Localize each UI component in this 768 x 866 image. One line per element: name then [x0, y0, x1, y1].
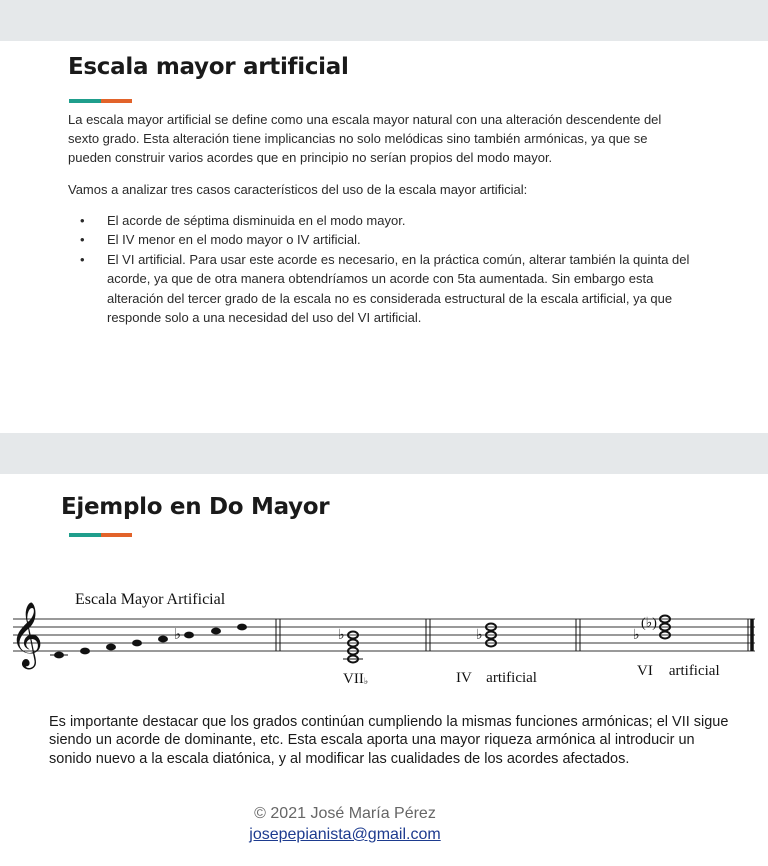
- chord-label-vii: VII♭: [343, 671, 369, 685]
- svg-text:♭: ♭: [633, 628, 640, 643]
- top-band: [0, 0, 768, 41]
- chord-label-iv: IV artificial: [456, 670, 537, 685]
- svg-text:♭: ♭: [174, 627, 182, 643]
- bullet-list: [68, 211, 698, 327]
- section-title: Escala mayor artificial: [68, 54, 349, 80]
- section-title: Ejemplo en Do Mayor: [61, 494, 330, 520]
- scale-notes: [50, 624, 247, 659]
- chord-label-vi: VI artificial: [637, 663, 720, 679]
- bullet-icon: •: [80, 232, 85, 248]
- section-divider-band: [0, 433, 768, 474]
- lead-paragraph: Vamos a analizar tres casos característicos del uso de la escala mayor artificial:: [68, 182, 528, 197]
- list-item: • El IV menor en el modo mayor o IV artificial.: [68, 230, 698, 249]
- copyright: © 2021 José María Pérez: [254, 805, 436, 822]
- intro-paragraph: La escala mayor artificial se define como una escala mayor natural con una alteración descendente del sexto grado. Esta alteración tiene implicancias no solo melódicas sino también armónicas, ya que se pueden construir varios acordes que en principio no serían propios del modo mayor.: [68, 112, 662, 165]
- svg-text:♭: ♭: [476, 628, 483, 643]
- list-item: • El acorde de séptima disminuida en el modo mayor.: [68, 211, 698, 230]
- list-item: • El VI artificial. Para usar este acorde es necesario, en la práctica común, alterar también la quinta del acorde, ya que de otra manera obtendríamos un acorde con 5ta aumentada. Sin embargo esta alteración del tercer grado de la escala no es considerada estructural de la escala artificial, ya que responde solo a una necesidad del uso del VI artificial.: [80, 251, 690, 326]
- bullet-icon: •: [80, 213, 85, 228]
- chord-vi: [633, 616, 670, 644]
- title-accent-bar: [69, 99, 132, 103]
- treble-clef-icon: 𝄞: [10, 604, 44, 666]
- bullet-icon: •: [80, 251, 85, 267]
- svg-text:(♭): (♭): [641, 616, 657, 631]
- chord-vii: [338, 628, 363, 663]
- score-title: Escala Mayor Artificial: [75, 591, 226, 608]
- title-accent-bar: [69, 533, 132, 537]
- music-score: [10, 585, 760, 685]
- footer: [0, 803, 690, 845]
- body-paragraph: Es importante destacar que los grados continúan cumpliendo la mismas funciones armónicas; el VII sigue siendo un acorde de dominante, etc. Esta escala aporta una mayor riqueza armónica al introducir un sonido nuevo a la escala diatónica, y al modificar las cualidades de los acordes afectados.: [49, 714, 729, 767]
- email-link[interactable]: josepepianista@gmail.com: [249, 826, 441, 843]
- svg-text:♭: ♭: [338, 628, 345, 643]
